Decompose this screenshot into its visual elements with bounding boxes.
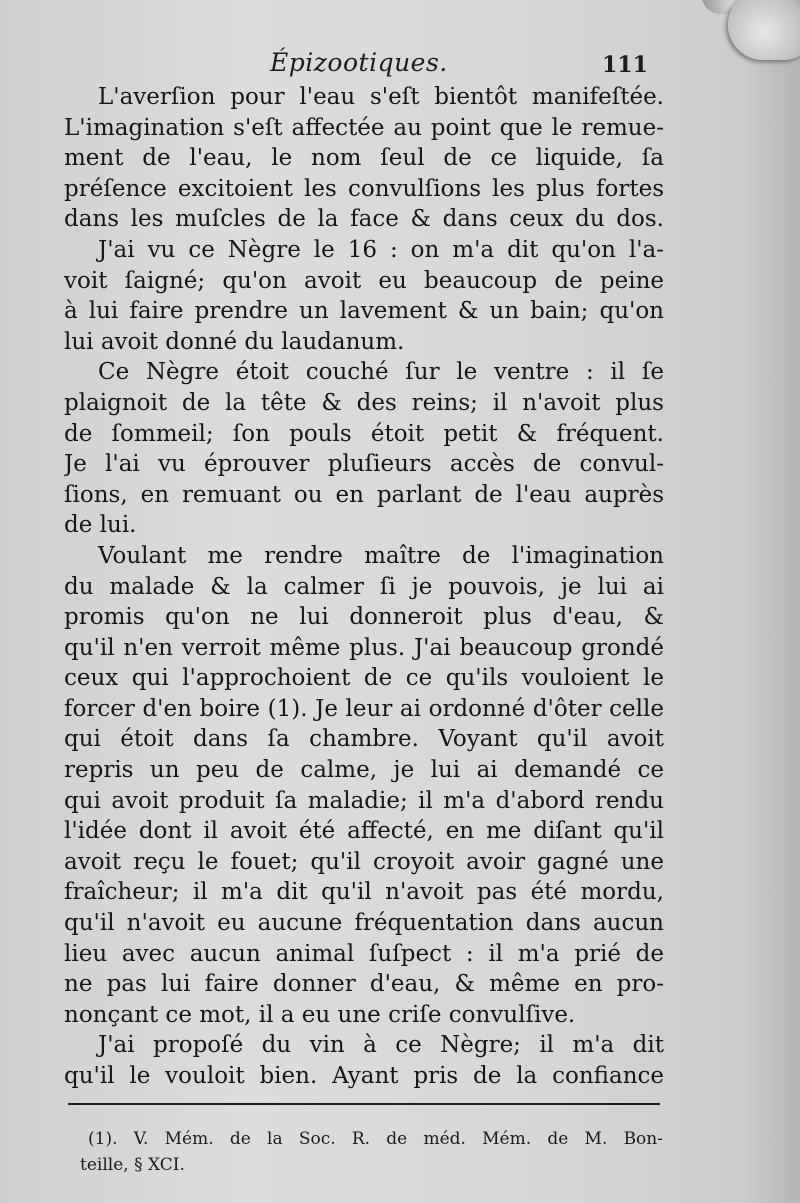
text-line: lui avoit donné du laudanum. [64,328,405,355]
text-line: préſence excitoient les convulſions les plus fortes [64,175,664,202]
running-head [0,48,800,82]
text-line: Ce Nègre étoit couché ſur le ventre : il ſe [98,359,664,386]
text-line: Je l'ai vu éprouver pluſieurs accès de convul- [64,451,664,478]
text-line: l'idée dont il avoit été affecté, en me diſant qu'il [64,818,664,845]
footnote-line-1: (1). V. Mém. de la Soc. R. de méd. Mém. de M. Bon- [88,1129,663,1149]
text-line: de ſommeil; ſon pouls étoit petit & fréquent. [64,420,664,447]
text-line: J'ai vu ce Nègre le 16 : on m'a dit qu'on l'a- [98,236,664,263]
text-line: repris un peu de calme, je lui ai demandé ce [64,757,664,784]
text-line: ne pas lui faire donner d'eau, & même en pro- [64,971,664,998]
text-line: nonçant ce mot, il a eu une criſe convulſive. [64,1001,576,1028]
text-line: qu'il n'avoit eu aucune fréquentation dans aucun [64,910,664,937]
body-text [64,82,664,1092]
text-line: ment de l'eau, le nom ſeul de ce liquide, ſa [64,145,664,172]
text-line: avoit reçu le fouet; qu'il croyoit avoir gagné une [64,848,664,875]
text-line: promis qu'on ne lui donneroit plus d'eau, & [64,604,664,631]
text-line: qu'il n'en verroit même plus. J'ai beaucoup grondé [64,634,664,661]
text-line: qu'il le vouloit bien. Ayant pris de la confiance [64,1063,664,1089]
text-line: voit ſaigné; qu'on avoit eu beaucoup de peine [64,267,664,294]
text-line: dans les muſcles de la face & dans ceux du dos. [64,206,664,233]
running-title: Épizootiques. [270,48,448,77]
footnote [80,1126,663,1178]
text-line: qui avoit produit ſa maladie; il m'a d'abord rendu [64,787,664,814]
page-shadow [740,0,800,1203]
text-line: ceux qui l'approchoient de ce qu'ils vouloient le [64,665,664,692]
text-line: fraîcheur; il m'a dit qu'il n'avoit pas été mordu, [64,879,664,906]
page-number: 111 [602,52,648,78]
text-line: L'imagination s'eſt affectée au point que le remue- [64,114,664,141]
text-line: qui étoit dans ſa chambre. Voyant qu'il avoit [64,726,664,753]
text-line: lieu avec aucun animal ſuſpect : il m'a prié de [64,940,664,967]
text-line: plaignoit de la tête & des reins; il n'avoit plus [64,389,664,416]
footnote-line-2: teille, § XCI. [80,1155,185,1175]
footnote-rule [68,1103,660,1105]
text-line: à lui faire prendre un lavement & un bain; qu'on [64,298,664,325]
text-line: du malade & la calmer ſi je pouvois, je lui ai [64,573,664,600]
text-line: Voulant me rendre maître de l'imagination [98,542,664,569]
text-line: J'ai propoſé du vin à ce Nègre; il m'a dit [98,1032,664,1059]
text-line: forcer d'en boire (1). Je leur ai ordonné d'ôter celle [64,695,664,722]
text-line: L'averſion pour l'eau s'eſt bientôt manifeſtée. [98,84,664,110]
text-line: de lui. [64,512,137,539]
text-line: ſions, en remuant ou en parlant de l'eau auprès [64,481,664,508]
